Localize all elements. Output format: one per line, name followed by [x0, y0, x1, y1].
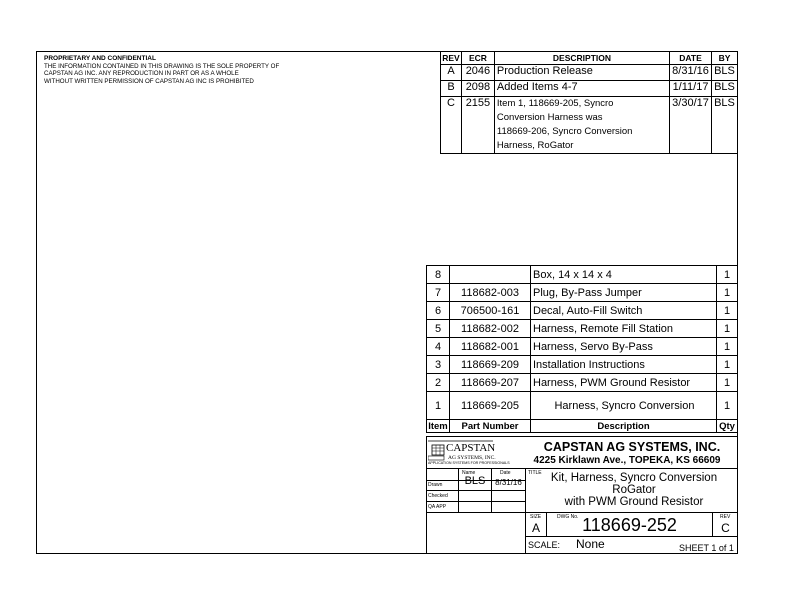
title-line: Kit, Harness, Syncro Conversion [550, 472, 718, 484]
item-header: Item [428, 420, 448, 432]
rev-header: REV [442, 53, 460, 63]
table-row [427, 266, 738, 284]
qty-cell: 1 [717, 284, 738, 302]
notice-line: THE INFORMATION CONTAINED IN THIS DRAWING IS THE SOLE PROPERTY OF [44, 63, 280, 70]
rev-date: 8/31/16 [670, 65, 712, 81]
notice-line: CAPSTAN AG INC. ANY REPRODUCTION IN PART OR AS A WHOLE [44, 70, 239, 78]
item-cell: 5 [427, 320, 450, 338]
part-number-cell: 118669-209 [450, 356, 531, 374]
ecr-cell: 2155 [461, 97, 494, 154]
item-cell: 2 [427, 374, 450, 392]
rev-description-line: Conversion Harness was [496, 112, 603, 123]
description-header: Description [531, 420, 717, 433]
rev-cell: A [441, 65, 462, 81]
description-cell: Harness, PWM Ground Resistor [531, 374, 717, 392]
logo-name: CAPSTAN [446, 442, 496, 454]
company-address: 4225 Kirklawn Ave., TOPEKA, KS 66609 [533, 455, 721, 466]
drawn-label: Drawn [428, 482, 443, 488]
drawn-by: BLS [464, 475, 486, 487]
logo-tagline: APPLICATION SYSTEMS FOR PROFESSIONALS [428, 461, 510, 465]
description-header: DESCRIPTION [494, 52, 669, 65]
rev-description-line: 118669-206, Syncro Conversion [496, 126, 633, 137]
date-header: DATE [670, 52, 712, 65]
description-cell: Installation Instructions [531, 356, 717, 374]
capstan-logo [428, 440, 518, 466]
title-line: RoGator [612, 484, 656, 496]
qty-cell: 1 [717, 302, 738, 320]
rev-date: 1/11/17 [670, 81, 712, 97]
item-cell: 3 [427, 356, 450, 374]
part-number-cell: 118682-002 [450, 320, 531, 338]
table-row [427, 320, 738, 338]
rev-description: Production Release [494, 65, 669, 81]
date-label: Date [500, 470, 511, 476]
part-number-header: Part Number [450, 420, 531, 433]
title-label: TITLE [528, 470, 542, 476]
description-cell: Harness, Remote Fill Station [531, 320, 717, 338]
confidential-title: PROPRIETARY AND CONFIDENTIAL [44, 55, 156, 62]
table-row [427, 392, 738, 420]
part-number-cell: 118669-207 [450, 374, 531, 392]
title-line: with PWM Ground Resistor [564, 496, 704, 508]
table-row [427, 356, 738, 374]
revision-table [440, 51, 738, 154]
description-cell: Decal, Auto-Fill Switch [531, 302, 717, 320]
by-header: BY [711, 52, 737, 65]
rev-cell: C [441, 97, 462, 154]
ecr-header: ECR [461, 52, 494, 65]
qty-cell: 1 [717, 320, 738, 338]
drawing-number: 118669-252 [582, 515, 677, 535]
rev-cell: B [441, 81, 462, 97]
notice-line: WITHOUT WRITTEN PERMISSION OF CAPSTAN AG INC IS PROHIBITED [44, 77, 254, 85]
parts-list [426, 265, 738, 433]
qty-cell: 1 [717, 356, 738, 374]
rev-description-line: Item 1, 118669-205, Syncro [496, 98, 614, 109]
rev-description: Added Items 4-7 [494, 81, 669, 97]
part-number-cell [450, 266, 531, 284]
qty-cell: 1 [717, 392, 738, 420]
rev-description-line: Harness, RoGator [496, 140, 574, 151]
rev-date: 3/30/17 [670, 97, 712, 154]
description-cell: Harness, Syncro Conversion [531, 392, 717, 420]
confidential-notice [44, 63, 344, 85]
drawing-title [530, 472, 738, 508]
table-row [427, 302, 738, 320]
item-cell: 4 [427, 338, 450, 356]
qty-header: Qty [717, 420, 738, 433]
scale-label: SCALE: [528, 540, 561, 550]
item-cell: 6 [427, 302, 450, 320]
table-row [427, 374, 738, 392]
description-cell: Plug, By-Pass Jumper [531, 284, 717, 302]
description-cell: Harness, Servo By-Pass [531, 338, 717, 356]
size-label: SIZE [530, 514, 542, 520]
part-number-cell: 118669-205 [450, 392, 531, 420]
sheet-size: A [532, 521, 541, 535]
ecr-cell: 2098 [461, 81, 494, 97]
qty-cell: 1 [717, 266, 738, 284]
ecr-cell: 2046 [461, 65, 494, 81]
dwg-no-label: DWG No. [557, 514, 579, 520]
company-name: CAPSTAN AG SYSTEMS, INC. [543, 440, 721, 454]
qty-cell: 1 [717, 338, 738, 356]
part-number-cell: 118682-001 [450, 338, 531, 356]
rev-description [494, 97, 669, 154]
table-row [427, 284, 738, 302]
drawn-date: 8/31/16 [495, 478, 522, 487]
checked-label: Checked [428, 493, 448, 499]
revision-letter: C [721, 521, 730, 535]
qa-label: QA APP [428, 504, 447, 510]
item-cell: 1 [427, 392, 450, 420]
rev-by: BLS [711, 97, 737, 154]
part-number-cell: 706500-161 [450, 302, 531, 320]
item-cell: 7 [427, 284, 450, 302]
scale-value: None [576, 537, 605, 551]
item-cell: 8 [427, 266, 450, 284]
sheet-number: SHEET 1 of 1 [679, 543, 734, 553]
logo-subtitle: AG SYSTEMS, INC. [448, 455, 496, 461]
qty-cell: 1 [717, 374, 738, 392]
rev-by: BLS [711, 65, 737, 81]
description-cell: Box, 14 x 14 x 4 [531, 266, 717, 284]
table-row [427, 338, 738, 356]
part-number-cell: 118682-003 [450, 284, 531, 302]
rev-by: BLS [711, 81, 737, 97]
rev-label: REV [720, 514, 731, 520]
table-header-row [427, 420, 738, 433]
name-label: Name [462, 470, 476, 476]
